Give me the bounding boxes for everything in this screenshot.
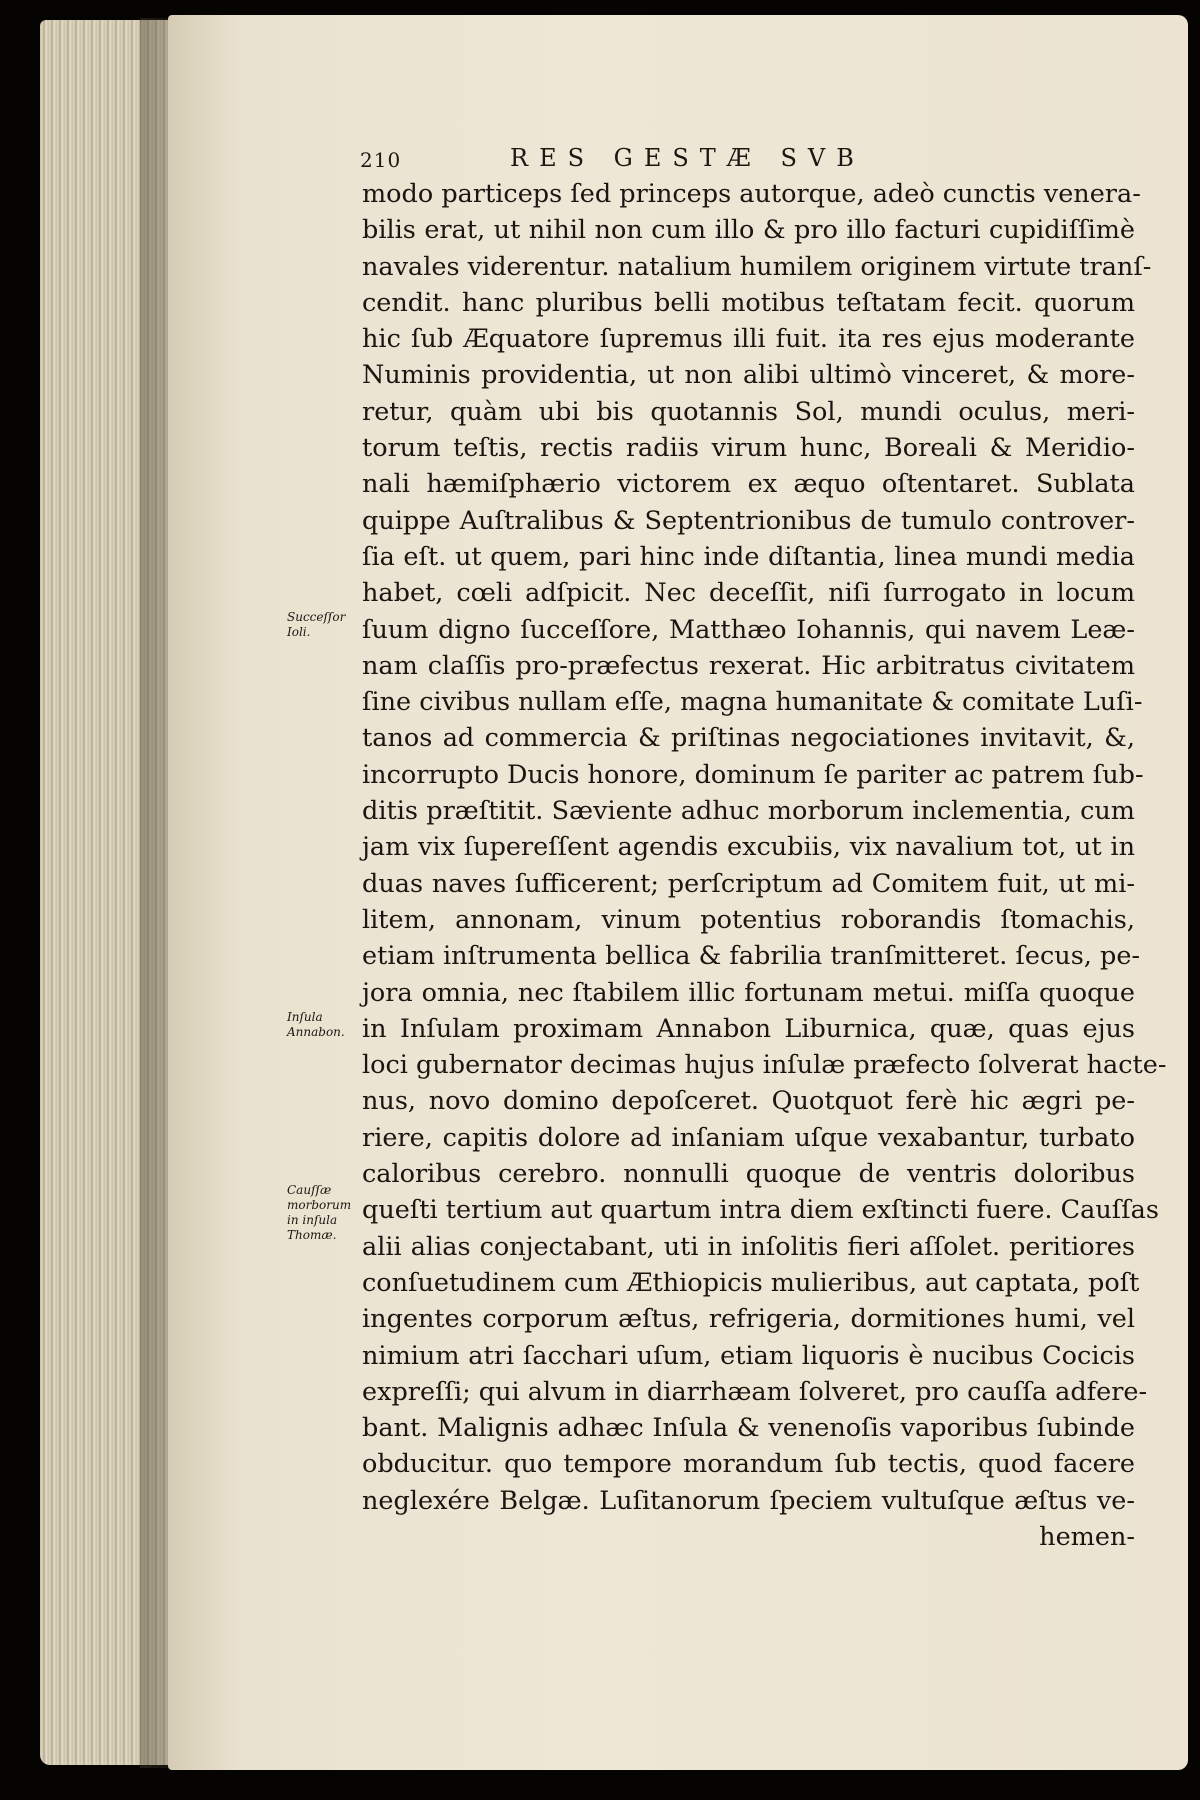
text-line: cendit. hanc pluribus belli motibus teſtatam fecit. quorum (362, 287, 1135, 318)
text-line: nali hæmiſphærio victorem ex æquo oſtentaret. Sublata (362, 469, 1135, 500)
text-line: ſia eſt. ut quem, pari hinc inde diſtantia, linea mundi media (362, 541, 1135, 572)
page-number: 210 (360, 148, 402, 172)
text-line: caloribus cerebro. nonnulli quoque de ventris doloribus (362, 1159, 1135, 1190)
text-line: jam vix ſupereſſent agendis excubiis, vix navalium tot, ut in (362, 832, 1135, 863)
text-line: conſuetudinem cum Æthiopicis mulieribus, aut captata, poſt (362, 1267, 1140, 1298)
text-line: ditis præſtitit. Sæviente adhuc morborum inclementia, cum (362, 796, 1135, 827)
text-line: etiam inſtrumenta bellica & fabrilia tranſmitteret. ſecus, pe- (362, 941, 1141, 972)
body-text (362, 176, 1167, 1555)
running-head (360, 140, 1140, 174)
margin-note-caussae: Cauſſæ morborum in inſula Thomæ. (287, 1183, 352, 1242)
text-line: retur, quàm ubi bis quotannis Sol, mundi oculus, meri- (362, 396, 1135, 427)
text-line: jora omnia, nec ſtabilem illic fortunam metui. miſſa quoque (362, 977, 1135, 1008)
text-line: duas naves ſufficerent; perſcriptum ad Comitem fuit, ut mi- (362, 868, 1135, 899)
text-line: tanos ad commercia & priſtinas negociationes invitavit, &, (362, 723, 1135, 754)
text-line: modo particeps ſed princeps autorque, adeò cunctis venera- (362, 179, 1141, 209)
header-title: RES GESTÆ SVB (510, 144, 865, 172)
text-line: nimium atri ſacchari uſum, etiam liquoris è nucibus Cocicis (362, 1340, 1135, 1371)
text-line: ſine civibus nullam eſſe, magna humanitate & comitate Luſi- (362, 687, 1143, 718)
text-line: neglexére Belgæ. Luſitanorum ſpeciem vultuſque æſtus ve- (362, 1485, 1135, 1516)
text-line: torum teſtis, rectis radiis virum hunc, Boreali & Meridio- (362, 433, 1135, 464)
text-line: hic ſub Æquatore ſupremus illi fuit. ita res ejus moderante (362, 324, 1135, 355)
text-line: nam claſſis pro-præfectus rexerat. Hic arbitratus civitatem (362, 650, 1135, 681)
text-line: bant. Malignis adhæc Inſula & venenoſis vaporibus ſubinde (362, 1413, 1135, 1444)
text-line: ingentes corporum æſtus, refrigeria, dormitiones humi, vel (362, 1304, 1135, 1335)
text-line: litem, annonam, vinum potentius roborandis ſtomachis, (362, 904, 1135, 935)
text-line: riere, capitis dolore ad inſaniam uſque vexabantur, turbato (362, 1122, 1135, 1153)
text-line: bilis erat, ut nihil non cum illo & pro illo facturi cupidiſſimè (362, 215, 1135, 246)
text-line: navales viderentur. natalium humilem originem virtute tranſ- (362, 251, 1152, 282)
text-line: loci gubernator decimas hujus inſulæ præfecto ſolverat hacte- (362, 1050, 1167, 1081)
text-line: in Inſulam proximam Annabon Liburnica, quæ, quas ejus (362, 1013, 1135, 1044)
text-line: nus, novo domino depoſceret. Quotquot ferè hic ægri pe- (362, 1086, 1135, 1117)
text-line: ſuum digno ſucceſſore, Matthæo Iohannis, qui navem Leæ- (362, 614, 1135, 645)
text-line: alii alias conjectabant, uti in inſolitis fieri aſſolet. peritiores (362, 1231, 1135, 1262)
text-line: quippe Auſtralibus & Septentrionibus de tumulo controver- (362, 505, 1135, 536)
margin-note-successor: Succeſſor Ioli. (287, 610, 346, 639)
text-line: Numinis providentia, ut non alibi ultimò vinceret, & more- (362, 360, 1135, 391)
text-line: obducitur. quo tempore morandum ſub tectis, quod facere (362, 1449, 1135, 1480)
catchword: hemen- (1039, 1521, 1135, 1552)
text-line: incorrupto Ducis honore, dominum ſe pariter ac patrem ſub- (362, 759, 1144, 790)
text-line: queſti tertium aut quartum intra diem exſtincti fuere. Cauſſas (362, 1195, 1159, 1226)
margin-note-annabon: Inſula Annabon. (287, 1010, 345, 1039)
text-line: expreſſi; qui alvum in diarrhæam ſolveret, pro cauſſa adfere- (362, 1376, 1148, 1407)
text-line: habet, cœli adſpicit. Nec deceſſit, niſi ſurrogato in locum (362, 578, 1135, 609)
